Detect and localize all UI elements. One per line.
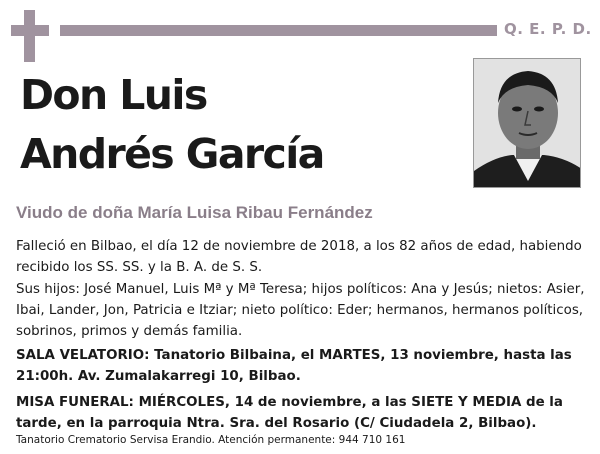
- wake-paragraph: SALA VELATORIO: Tanatorio Bilbaina, el MARTES, 13 noviembre, hasta las 21:00h. Av. Zumalakarregi 10, Bilbao.: [16, 348, 572, 384]
- cross-icon: [11, 10, 49, 62]
- funeral-paragraph: MISA FUNERAL: MIÉRCOLES, 14 de noviembre, a las SIETE Y MEDIA de la tarde, en la parroquia Ntra. Sra. del Rosario (C/ Ciudadela 2, Bilbao).: [16, 395, 563, 431]
- family-paragraph: Sus hijos: José Manuel, Luis Mª y Mª Teresa; hijos políticos: Ana y Jesús; nietos: Asier, Ibai, Lander, Jon, Patricia e Itziar; nieto político: Eder; hermanos, hermanos políticos, sobrinos, primos y demás familia.: [16, 282, 585, 339]
- name-line-2: Andrés García: [20, 130, 324, 178]
- header-divider: [60, 25, 497, 36]
- portrait-photo: [473, 58, 581, 188]
- funeral-home-footer: Tanatorio Crematorio Servisa Erandio. Atención permanente: 944 710 161: [16, 434, 406, 446]
- name-line-1: Don Luis: [20, 71, 207, 119]
- death-notice-paragraph: Falleció en Bilbao, el día 12 de noviembre de 2018, a los 82 años de edad, habiendo recibido los SS. SS. y la B. A. de S. S.: [16, 239, 582, 275]
- qepd-label: Q. E. P. D.: [504, 20, 592, 38]
- widow-of-line: Viudo de doña María Luisa Ribau Fernández: [16, 203, 373, 222]
